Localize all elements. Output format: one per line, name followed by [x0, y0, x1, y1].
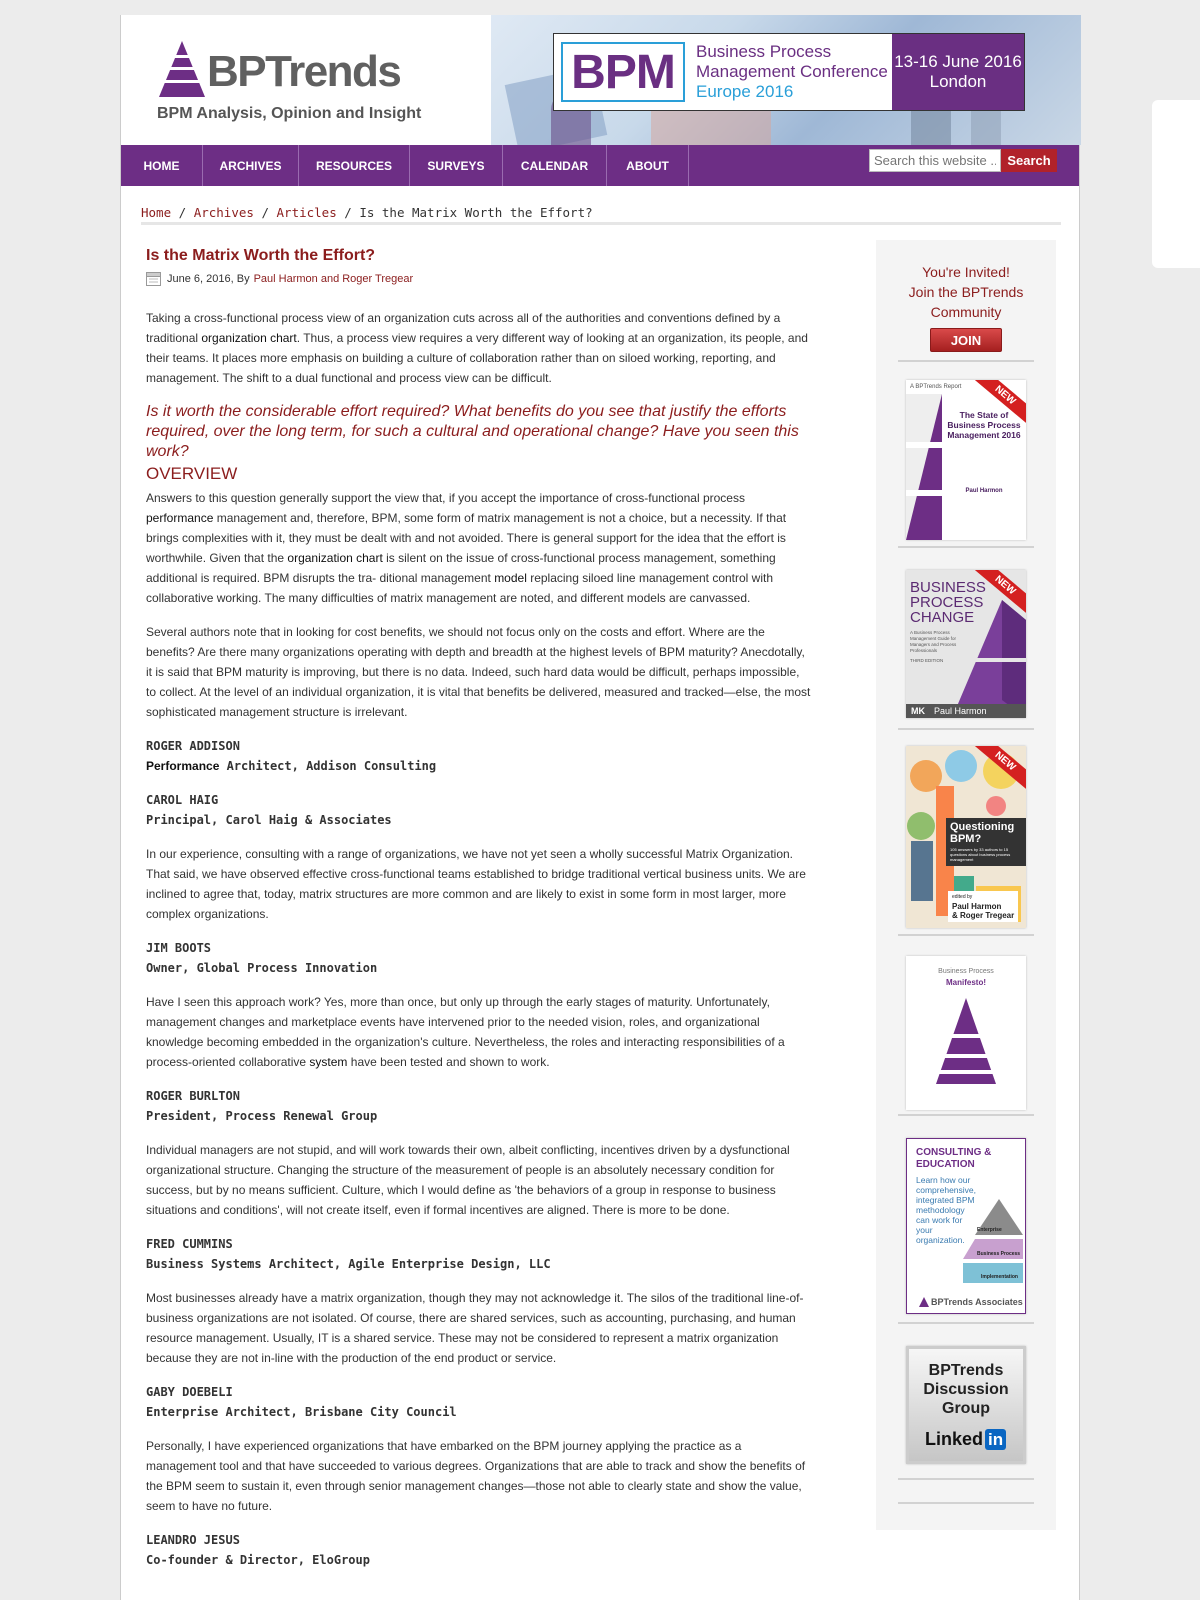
author-role: Enterprise Architect, Brisbane City Council: [146, 1405, 457, 1419]
main-nav: [121, 145, 1079, 186]
sidebar: [876, 240, 1056, 1530]
author-response: In our experience, consulting with a range of organizations, we have not yet seen a wholly successful Matrix Organization. That said, we have observed effective cross-functional teams established to bridge traditional vertical business units. We are inclined to agree that, today, matrix structures are more common and are likely to exist in some form in most larger, more complex organizations.: [146, 847, 806, 921]
author-name: GABY DOEBELI: [146, 1385, 233, 1399]
banner-line2: Management Conference: [696, 62, 888, 81]
author-role: Co-founder & Director, EloGroup: [146, 1553, 370, 1567]
nav-calendar[interactable]: CALENDAR: [503, 145, 607, 186]
nav-resources[interactable]: RESOURCES: [299, 145, 410, 186]
author-response: Individual managers are not stupid, and will work towards their own, albeit conflicting, incentives driven by a dysfunctional organizational structure. Changing the structure of the measurement of people is an absolutely necessary condition for success, but by no means sufficient. Culture, which I would define as 'the behaviors of a group in response to business situations and conditions', will not create itself, even if formal incentives are aligned. There is more to be done.: [146, 1143, 790, 1217]
breadcrumb-sep: /: [261, 205, 269, 220]
glossary-term[interactable]: organization chart: [287, 551, 383, 565]
tier-label: Business Process: [977, 1251, 1021, 1257]
author-block: [146, 938, 811, 978]
breadcrumb-archives[interactable]: Archives: [193, 205, 254, 220]
overview-paragraph-2: Several authors note that in looking for cost benefits, we should not focus only on the costs and effort. Where are the benefits? Are there many organizations operating with depth and breadth at the highest levels of BPM maturity? Anecdotally, it is said that BPM maturity is improving, but there is no data. Indeed, such hard data would be difficult, perhaps impossible, to collect. At the level of an individual organization, it is vital that benefits be delivered, measured and tracked—else, the most sophisticated management structure is irrelevant.: [146, 625, 811, 719]
sidebar-divider: [898, 546, 1034, 548]
breadcrumb: [141, 205, 593, 220]
author-role: Principal, Carol Haig & Associates: [146, 813, 392, 827]
sidebar-divider: [898, 728, 1034, 730]
search-button[interactable]: Search: [1001, 149, 1057, 172]
nav-about[interactable]: ABOUT: [607, 145, 689, 186]
author-role: Owner, Global Process Innovation: [146, 961, 378, 975]
book-title-line: Manifesto!: [946, 978, 986, 987]
book-author: Paul Harmon: [934, 706, 987, 716]
bptrends-logo-icon[interactable]: [159, 41, 205, 97]
glossary-term[interactable]: organization chart: [201, 331, 297, 345]
nav-archives[interactable]: ARCHIVES: [203, 145, 299, 186]
article: [146, 247, 811, 1584]
calendar-icon: [146, 271, 161, 286]
tier-pyramid-icon: [963, 1199, 1025, 1285]
article-by: , By: [230, 272, 250, 285]
business-process-change-book[interactable]: [906, 570, 1026, 718]
search-input[interactable]: [869, 149, 1001, 172]
pyramid-graphic: [952, 600, 1026, 718]
glossary-term[interactable]: performance: [146, 511, 214, 525]
breadcrumb-current: Is the Matrix Worth the Effort?: [359, 205, 593, 220]
nav-home[interactable]: HOME: [121, 145, 203, 186]
linkedin-discussion-group[interactable]: [906, 1346, 1026, 1464]
sidebar-divider: [898, 1478, 1034, 1480]
invite-line: Community: [930, 304, 1002, 320]
breadcrumb-home[interactable]: Home: [141, 205, 172, 220]
banner-line1: Business Process: [696, 42, 832, 61]
conference-banner[interactable]: [553, 33, 1025, 111]
linkedin-line: BPTrends: [928, 1362, 1004, 1379]
site-header: [121, 15, 1079, 145]
state-of-bpm-report[interactable]: [906, 380, 1026, 540]
article-question: Is it worth the considerable effort required? What benefits do you see that justify the efforts required, over the long term, for such a cultural and operational change? Have you seen this work?: [146, 403, 799, 460]
linkedin-line: Group: [942, 1400, 990, 1417]
author-block: [146, 1086, 811, 1126]
author-role: Performance Architect, Addison Consulting: [146, 759, 437, 773]
sidebar-divider: [898, 1322, 1034, 1324]
new-ribbon: NEW: [966, 570, 1026, 620]
intro-paragraph: Taking a cross-functional process view of an organization cuts across all of the authorities and conventions defined by a traditional organization chart. Thus, a process view requires a very different way of looking at an organization, its people, and their teams. It places more emphasis on building a culture of collaboration rather than on siloed working, reporting, and management. The shift to a dual functional and process view can be difficult.: [146, 311, 808, 385]
site-tagline: BPM Analysis, Opinion and Insight: [157, 105, 422, 122]
author-block: [146, 1382, 811, 1422]
invite-line: Join the BPTrends: [908, 284, 1024, 300]
ad-title: CONSULTING & EDUCATION: [916, 1147, 992, 1170]
new-ribbon: NEW: [966, 380, 1026, 430]
author-name: ROGER ADDISON: [146, 739, 240, 753]
book-title-line: PROCESS: [910, 594, 984, 611]
author-response: Have I seen this approach work? Yes, more than once, but only up through the early stages of maturity. Unfortunately, management changes and marketplace events have intervened prior to the needed vision, roles, and organizational knowledge becoming embedded in the organization's culture. Nevertheless, the roles and interacting responsibilities of a process-oriented collaborative system have been tested and shown to work.: [146, 995, 785, 1069]
overview-paragraph-1: Answers to this question generally support the view that, if you accept the importance of cross-functional process performance management and, therefore, BPM, some form of matrix management is not a choice, but a necessity. If that brings complexities with it, they must be dealt with and not avoided. There is general support for the idea that the effort is worthwhile. Given that the organization chart is silent on the issue of cross-functional process management, something additional is required. BPM disrupts the tra- ditional management model replacing siloed line management control with collaborative working. The many difficulties of matrix management are noted, and different models are canvassed.: [146, 491, 787, 605]
book-subtitle: 105 answers by 33 authors to 15 questions about business process management: [950, 847, 1011, 862]
book-title: Questioning BPM?: [950, 821, 1015, 845]
tier-label: Enterprise: [977, 1227, 1002, 1233]
book-edition: THIRD EDITION: [910, 658, 944, 663]
linkedin-logo: Linked in: [925, 1429, 1006, 1450]
pyramid-icon: [936, 998, 996, 1084]
author-block: [146, 1530, 811, 1570]
author-response: Personally, I have experienced organizations that have embarked on the BPM journey applying the practice as a management tool and that have succeeded to various degrees. Organizations that are able to track and show the benefits of the BPM seem to sustain it, even through senior management changes—those not able to clearly state and show the value, seem to have no future.: [146, 1439, 806, 1513]
author-block: [146, 736, 811, 776]
pyramid-icon: [906, 394, 942, 540]
report-author: Paul Harmon: [965, 488, 1003, 494]
bp-manifesto-book[interactable]: [906, 956, 1026, 1110]
sidebar-divider: [898, 360, 1034, 362]
book-subtitle: A Business Process Management Guide for Managers and Process Professionals: [910, 630, 957, 653]
book-title-line: Business Process: [938, 968, 994, 975]
nav-surveys[interactable]: SURVEYS: [410, 145, 503, 186]
linkedin-line: Discussion: [923, 1381, 1009, 1398]
banner-dates: 13-16 June 2016: [894, 52, 1022, 71]
author-name: LEANDRO JESUS: [146, 1533, 240, 1547]
author-name: CAROL HAIG: [146, 793, 219, 807]
author-block: [146, 790, 811, 830]
glossary-term[interactable]: Performance: [146, 759, 220, 773]
banner-bpm-logo: BPM: [561, 42, 685, 102]
article-date: June 6, 2016: [167, 272, 231, 285]
book-editors: & Roger Tregear: [952, 911, 1015, 920]
new-ribbon: NEW: [966, 746, 1026, 796]
search-form: [869, 149, 1057, 172]
article-title: Is the Matrix Worth the Effort?: [146, 247, 376, 264]
page: [120, 15, 1080, 1600]
ad-text: Learn how our comprehensive, integrated BPM methodology can work for your organization.: [916, 1175, 977, 1245]
book-title-line: CHANGE: [910, 609, 975, 626]
bptrends-logo-icon: [919, 1297, 929, 1307]
author-name: JIM BOOTS: [146, 941, 212, 955]
author-name: FRED CUMMINS: [146, 1237, 233, 1251]
publisher-logo: MK: [911, 706, 925, 716]
glossary-term[interactable]: model: [494, 571, 527, 585]
report-label: A BPTrends Report: [910, 384, 962, 390]
book-title-line: BUSINESS: [910, 579, 986, 596]
overview-heading: OVERVIEW: [146, 464, 238, 483]
ad-brand: BPTrends Associates: [931, 1297, 1023, 1307]
banner-city: London: [929, 72, 987, 91]
sidebar-divider: [898, 1502, 1034, 1504]
breadcrumb-divider: [141, 222, 1061, 225]
author-role: President, Process Renewal Group: [146, 1109, 378, 1123]
tier-label: Implementation: [981, 1274, 1018, 1280]
article-authors-link[interactable]: Paul Harmon and Roger Tregear: [253, 272, 414, 285]
linkedin-in-icon: in: [985, 1429, 1006, 1450]
article-meta: [146, 271, 811, 286]
author-block: [146, 1234, 811, 1274]
invite-line: You're Invited!: [922, 264, 1010, 280]
book-edited-by: edited by: [952, 894, 973, 900]
breadcrumb-articles[interactable]: Articles: [276, 205, 337, 220]
floating-side-widget[interactable]: [1152, 100, 1200, 268]
consulting-education-ad[interactable]: [906, 1138, 1026, 1314]
author-role: Business Systems Architect, Agile Enterprise Design, LLC: [146, 1257, 551, 1271]
breadcrumb-sep: /: [344, 205, 352, 220]
breadcrumb-sep: /: [178, 205, 187, 220]
glossary-term[interactable]: system: [309, 1055, 348, 1069]
sidebar-divider: [898, 1114, 1034, 1116]
banner-line3: Europe 2016: [696, 82, 794, 101]
join-button[interactable]: JOIN: [930, 328, 1002, 352]
sidebar-divider: [898, 934, 1034, 936]
book-editors: Paul Harmon: [952, 902, 1002, 911]
report-title: The State of Business Process Management 2016: [947, 410, 1021, 440]
questioning-bpm-book[interactable]: [906, 746, 1026, 928]
invite-block: [876, 240, 1056, 352]
author-response: Most businesses already have a matrix organization, though they may not acknowledge it. The silos of the traditional line-of-business organizations are not isolated. Of course, there are shared services, such as accounting, purchasing, and human resource management. Usually, IT is a shared service. These may not be considered to represent a matrix organization because they are not in-line with the production of the end product or service.: [146, 1291, 804, 1365]
author-name: ROGER BURLTON: [146, 1089, 240, 1103]
site-logo-text[interactable]: BPTrends: [207, 47, 401, 96]
